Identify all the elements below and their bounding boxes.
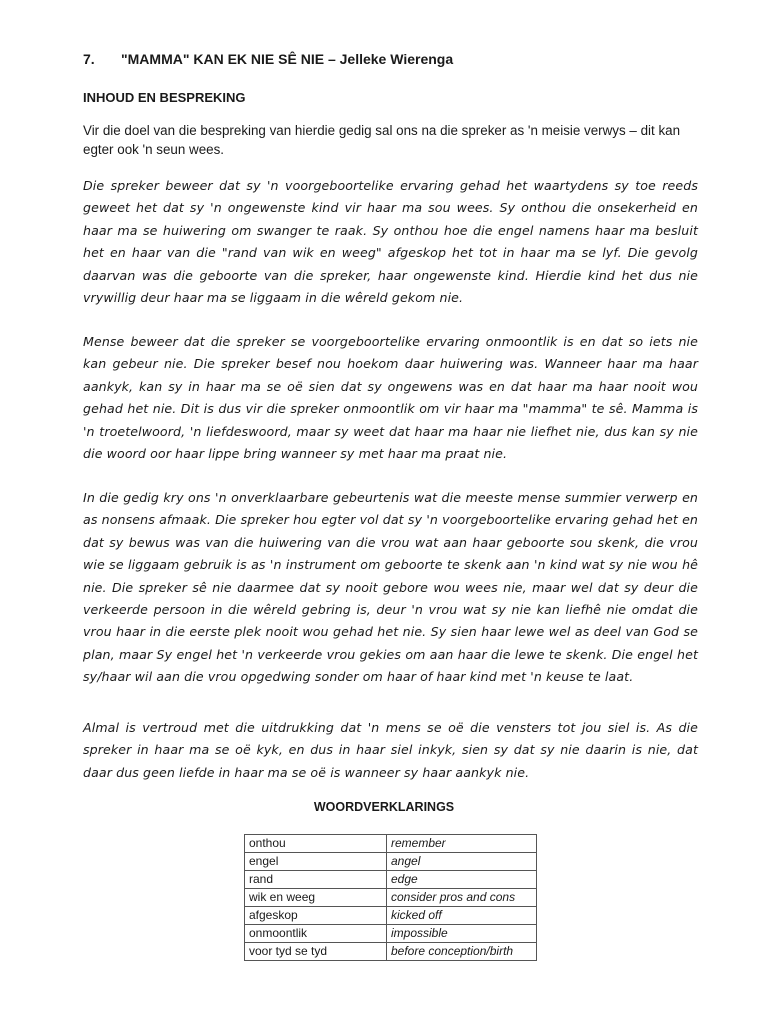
glossary-meaning: remember <box>387 835 537 853</box>
glossary-term: onmoontlik <box>245 925 387 943</box>
discussion-paragraph-1: Die spreker beweer dat sy 'n voorgeboortelike ervaring gehad het waartydens sy toe reeds geweet het dat sy 'n ongewenste kind vir haar ma sou wees. Sy onthou die onsekerheid en haar ma se huiwering om swanger te raak. Sy onthou hoe die engel namens haar ma besluit het en haar van die "rand van wik en weeg" afgeskop het tot in haar ma se lyf. Die gevolg daarvan was die geboorte van die spreker, haar ongewenste kind. Hierdie kind het dus nie vrywillig deur haar ma se liggaam in die wêreld gekom nie. <box>83 178 698 306</box>
poem-heading <box>83 51 453 67</box>
discussion-paragraph-3: In die gedig kry ons 'n onverklaarbare gebeurtenis wat die meeste mense summier verwerp en as nonsens afmaak. Die spreker hou egter vol dat sy 'n voorgeboortelike ervaring gehad het en dat sy bewus was van die huiwering van die vrou wat aan haar geboorte sou skenk, die vrou wie se liggaam gebruik is as 'n instrument om geboorte te skenk aan 'n kind wat sy nie wou hê nie. Die spreker sê nie daarmee dat sy nooit gebore wou wees nie, maar wel dat sy deur die verkeerde persoon in die wêreld gebring is, deur 'n vrou wat sy nie kan liefhê nie omdat die vrou haar in die eerste plek nooit wou gehad het nie. Sy sien haar lewe wel as deel van God se plan, maar Sy engel het 'n verkeerde vrou gekies om aan haar die lewe te skenk. Die engel het sy/haar wil aan die vrou opgedwing sonder om haar of haar kind met 'n keuse te laat. <box>83 490 698 685</box>
glossary-meaning: kicked off <box>387 907 537 925</box>
glossary-term: voor tyd se tyd <box>245 943 387 961</box>
glossary-term: wik en weeg <box>245 889 387 907</box>
heading-title: "MAMMA" KAN EK NIE SÊ NIE – Jelleke Wierenga <box>121 51 454 67</box>
glossary-row <box>245 853 537 871</box>
glossary-term: rand <box>245 871 387 889</box>
glossary-meaning: consider pros and cons <box>387 889 537 907</box>
glossary-meaning: impossible <box>387 925 537 943</box>
discussion-paragraph-2: Mense beweer dat die spreker se voorgeboortelike ervaring onmoontlik is en dat so iets nie kan gebeur nie. Die spreker besef nou hoekom daar huiwering was. Wanneer haar ma haar aankyk, kan sy in haar ma se oë sien dat sy ongewens was en dat haar ma haar nooit wou gehad het nie. Dit is dus vir die spreker onmoontlik om vir haar ma "mamma" te sê. Mamma is 'n troetelwoord, 'n liefdeswoord, maar sy weet dat haar ma haar nie liefhet nie, dus kan sy nie die woord oor haar lippe bring wanneer sy met haar ma praat nie. <box>83 334 698 462</box>
glossary-row <box>245 907 537 925</box>
glossary-meaning: edge <box>387 871 537 889</box>
glossary-term: onthou <box>245 835 387 853</box>
glossary-term: afgeskop <box>245 907 387 925</box>
glossary-row <box>245 835 537 853</box>
glossary-row <box>245 943 537 961</box>
glossary-meaning: angel <box>387 853 537 871</box>
glossary-title: WOORDVERKLARINGS <box>313 800 455 814</box>
intro-paragraph: Vir die doel van die bespreking van hierdie gedig sal ons na die spreker as 'n meisie verwys – dit kan egter ook 'n seun wees. <box>83 123 681 157</box>
heading-number: 7. <box>83 51 95 67</box>
glossary-term: engel <box>245 853 387 871</box>
discussion-paragraph-4: Almal is vertroud met die uitdrukking dat 'n mens se oë die vensters tot jou siel is. As die spreker in haar ma se oë kyk, en dus in haar siel inkyk, sien sy dat sy nie daarin is nie, dat daar dus geen liefde in haar ma se oë is wanneer sy haar aankyk nie. <box>83 720 698 780</box>
glossary-row <box>245 889 537 907</box>
glossary-table <box>244 834 537 961</box>
glossary-meaning: before conception/birth <box>387 943 537 961</box>
glossary-row <box>245 871 537 889</box>
glossary-row <box>245 925 537 943</box>
section-subheading: INHOUD EN BESPREKING <box>83 90 246 105</box>
